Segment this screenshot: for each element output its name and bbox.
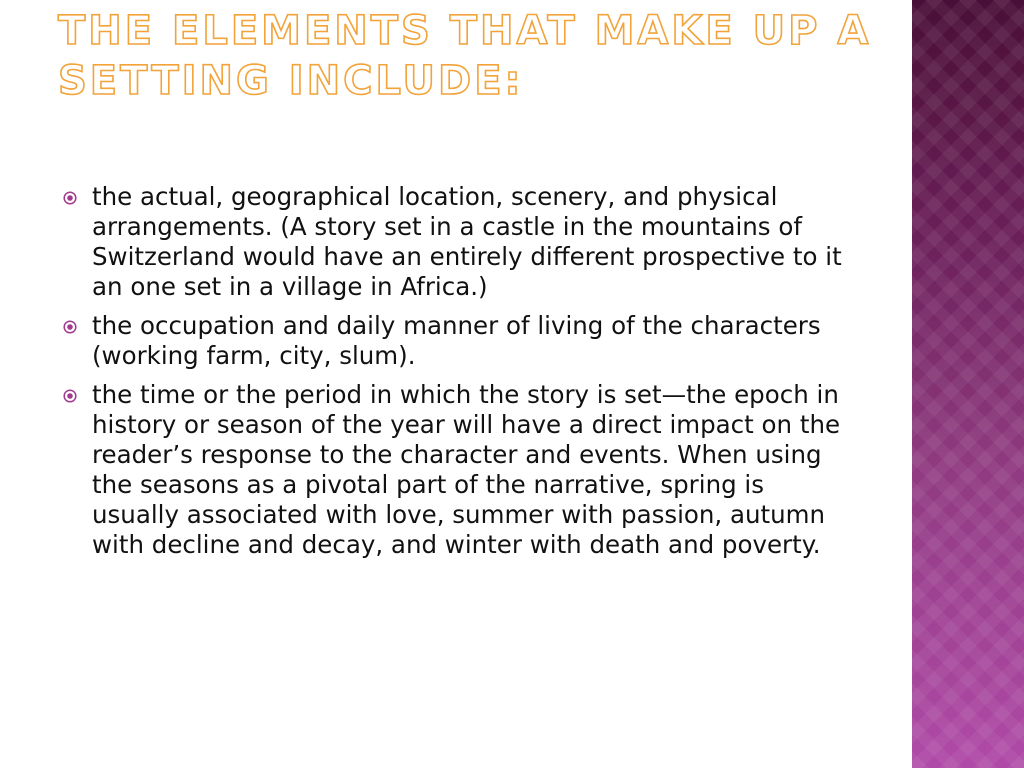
bullet-list	[62, 182, 842, 569]
list-item	[62, 182, 842, 302]
list-item-text: the actual, geographical location, scenery, and physical arrangements. (A story set in a castle in the mountains of Switzerland would have an entirely different prospective to it an one set in a village in Africa.)	[92, 182, 842, 301]
list-item-text: the occupation and daily manner of living of the characters (working farm, city, slum).	[92, 311, 821, 370]
slide-title: THE ELEMENTS THAT MAKE UP A SETTING INCLUDE:	[58, 8, 872, 104]
circled-dot-icon	[63, 389, 77, 403]
list-item-text: the time or the period in which the story is set—the epoch in history or season of the year will have a direct impact on the reader’s response to the character and events. When using the seasons as a pivotal part of the narrative, spring is usually associated with love, summer with passion, autumn with decline and decay, and winter with death and poverty.	[92, 380, 841, 559]
list-item	[62, 311, 842, 371]
decorative-side-band	[912, 0, 1024, 768]
circled-dot-icon	[63, 320, 77, 334]
list-item	[62, 380, 842, 560]
circled-dot-icon	[63, 191, 77, 205]
